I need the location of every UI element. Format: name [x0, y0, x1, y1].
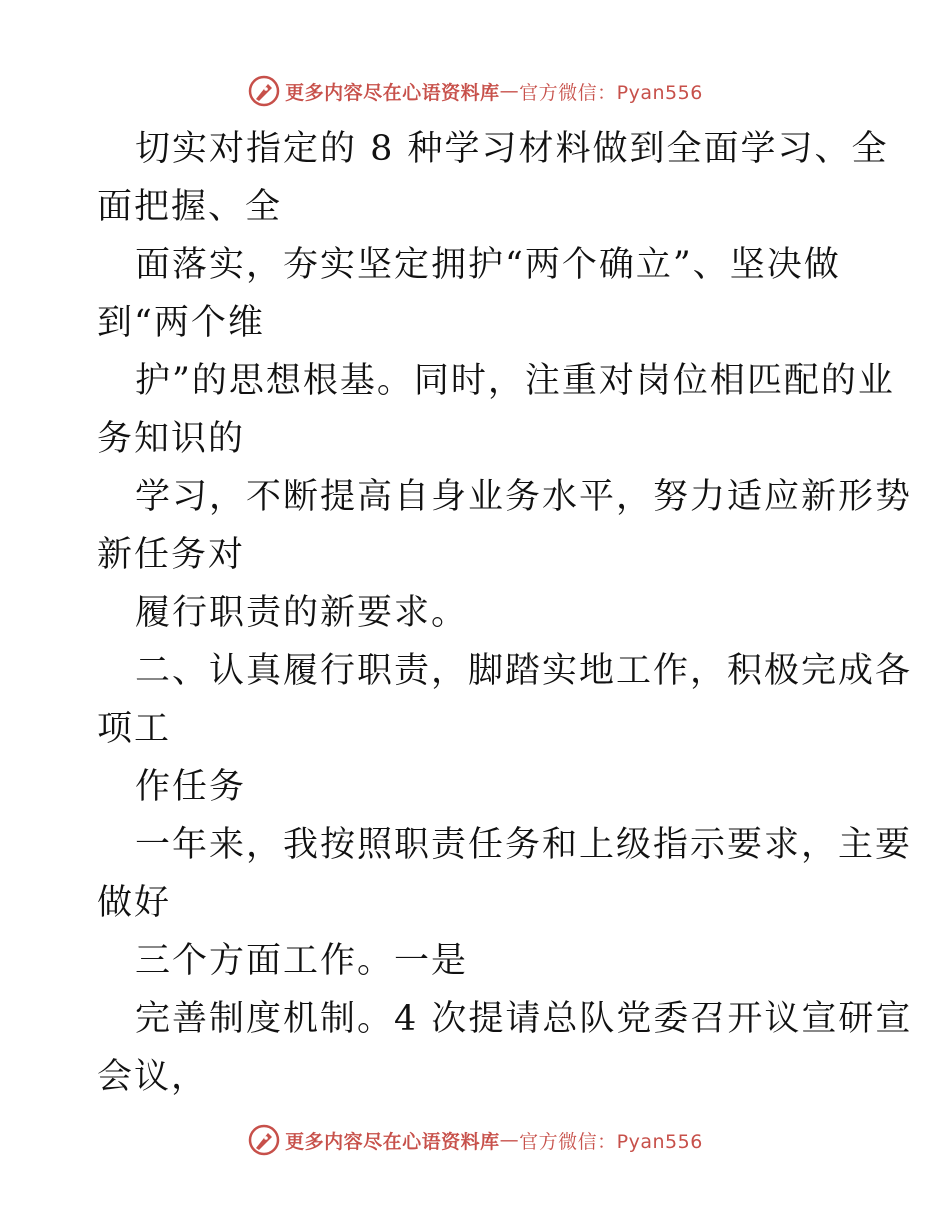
text-line: 作任务 [135, 767, 247, 807]
pen-nib-logo-icon [247, 74, 281, 108]
watermark-separator: — [499, 1129, 520, 1151]
text-line: 三个方面工作。一是 [135, 941, 469, 981]
watermark-separator: — [499, 80, 520, 102]
text-line: 面落实，夯实坚定拥护“两个确立”、坚决做 [135, 245, 841, 285]
watermark-account-text: 官方微信：Pyan556 [519, 1130, 703, 1153]
text-line: 项工 [97, 709, 172, 749]
text-line: 学习，不断提高自身业务水平，努力适应新形势 [135, 477, 913, 517]
watermark-header [0, 71, 950, 111]
watermark-footer [0, 1120, 950, 1160]
text-line: 做好 [97, 883, 172, 923]
text-line: 二、认真履行职责，脚踏实地工作，积极完成各 [135, 651, 913, 691]
watermark-account-text: 官方微信：Pyan556 [519, 81, 703, 104]
text-line: 护”的思想根基。同时，注重对岗位相匹配的业 [135, 361, 895, 401]
pen-nib-logo-icon [247, 1123, 281, 1157]
text-line: 完善制度机制。4 次提请总队党委召开议宣研宣 [135, 999, 913, 1039]
text-line: 切实对指定的 8 种学习材料做到全面学习、全 [135, 129, 889, 169]
text-line: 到“两个维 [97, 303, 265, 343]
watermark-main-text: 更多内容尽在心语资料库 [285, 1130, 500, 1153]
text-line: 履行职责的新要求。 [135, 593, 469, 633]
watermark-main-text: 更多内容尽在心语资料库 [285, 81, 500, 104]
text-line: 新任务对 [97, 535, 246, 575]
document-body [97, 120, 913, 1106]
text-line: 务知识的 [97, 419, 246, 459]
text-line: 一年来，我按照职责任务和上级指示要求，主要 [135, 825, 913, 865]
text-line: 面把握、全 [97, 187, 283, 227]
text-line: 会议， [97, 1057, 209, 1097]
